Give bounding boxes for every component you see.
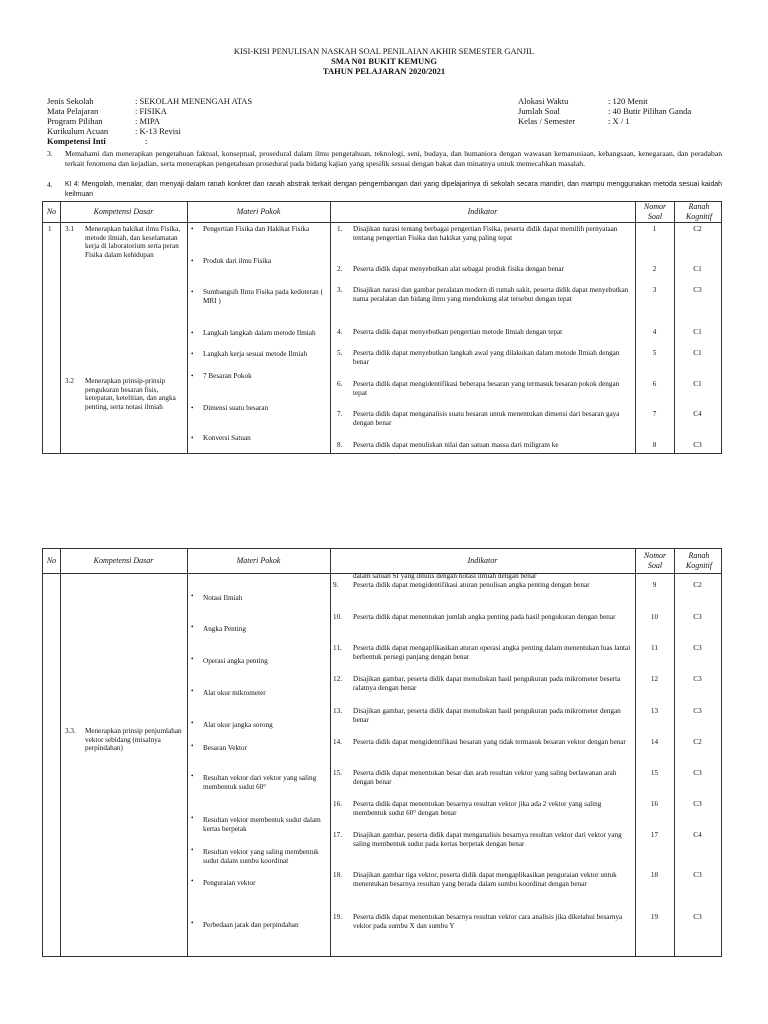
bullet-icon: • <box>191 257 194 265</box>
indicator-text: Peserta didik dapat menentukan besarnya resultan vektor jika ada 2 vektor yang saling membentuk sudut 60° dengan benar <box>353 800 602 817</box>
indicator-text: Peserta didik dapat menentukan besarnya resultan vektor cara analisis jika diketahui besarnya vektor pada sumbu X dan sumbu Y <box>353 913 623 930</box>
indicator-text: Disajikan narasi tentang berbagai pengertian Fisika, peserta didik dapat memilih pernyataan tentang pengertian Fisika dan hakikat yang paling tepat <box>353 225 618 242</box>
th-no: No <box>46 207 57 216</box>
materi-item: 7 Besaran Pokok <box>203 372 252 380</box>
th-nomor-soal: Nomor Soal <box>643 202 667 221</box>
indicator-text: Peserta didik dapat menyebutkan langkah awal yang dilakukan dalam metode Ilmiah dengan benar <box>353 349 620 366</box>
materi-item: Produk dari ilmu Fisika <box>203 257 272 265</box>
question-number: 13 <box>650 707 659 715</box>
cognitive-level: C4 <box>693 831 702 839</box>
indicator-number: 7. <box>337 410 343 418</box>
row-number: 1 <box>48 225 52 233</box>
question-number: 6 <box>652 380 657 388</box>
question-number: 5 <box>652 349 657 357</box>
document-title: KISI-KISI PENULISAN NASKAH SOAL PENILAIAN AKHIR SEMESTER GANJIL <box>233 46 535 56</box>
indicator-text: Peserta didik dapat mengidentifikasi beberapa besaran yang termasuk besaran pokok dengan tepat <box>353 380 620 397</box>
bullet-icon: • <box>191 877 194 885</box>
cognitive-level: C3 <box>693 707 702 715</box>
indicator-number: 15. <box>333 769 342 777</box>
kd-text: Menerapkan prinsip penjumlahan vektor sebidang (misalnya perpindahan) <box>85 727 182 753</box>
indicator-number: 10. <box>333 613 342 621</box>
indicator-number: 14. <box>333 738 342 746</box>
bullet-icon: • <box>191 288 194 296</box>
cognitive-level: C3 <box>693 441 702 449</box>
th-ranah: Ranah Kognitif <box>685 551 713 570</box>
bullet-icon: • <box>191 434 194 442</box>
meta-label-class: Kelas / Semester <box>518 116 576 126</box>
indicator-number: 8. <box>337 441 343 449</box>
bullet-icon: • <box>191 404 194 412</box>
indicator-text: Peserta didik dapat menyebutkan pengertian metode Ilmiah dengan tepat <box>353 328 563 336</box>
meta-label-core-competence: Kompetensi Inti <box>47 136 106 146</box>
indicator-text: Disajikan narasi dan gambar peralatan modern di rumah sakit, peserta didik dapat menyebutkan nama peralatan dan bidang ilmu yang mendukung alat tersebut dengan tepat <box>353 286 629 303</box>
cognitive-level: C1 <box>693 265 702 273</box>
meta-left-block <box>47 96 253 146</box>
cognitive-level: C1 <box>693 328 702 336</box>
grid-table-1 <box>42 201 722 454</box>
ki-3-text: Memahami dan menerapkan pengetahuan faktual, konseptual, prosedural dalam ilmu pengetahuan, teknologi, seni, budaya, dan humaniora dengan wawasan kemanusiaan, kebangsaan, kenegaraan, dan peradaban terkait fenomena dan kejadian, serta menerapkan pengetahuan prosedural pada bidang kajian yang spesifik sesuai dengan bakat dan minatnya untuk memecahkan masalah. <box>65 149 722 168</box>
bullet-icon: • <box>191 655 194 663</box>
materi-item: Sumbangsih Ilmu Fisika pada kedoteran ( MRI ) <box>203 288 323 305</box>
ki-4-text: KI 4: Mengolah, menalar, dan menyaji dalam ranah konkret dan ranah abstrak terkait dengan pengembangan dari yang dipelajarinya di sekolah secara mandiri, dan mampu menggunakan metoda sesuai kaidah keilmuan <box>65 181 722 198</box>
th-indikator: Indikator <box>467 556 498 565</box>
th-no: No <box>46 556 57 565</box>
kd-text: Menerapkan prinsip-prinsip pengukuran besaran fisis, ketepatan, ketelitian, dan angka penting, serta notasi ilmiah <box>85 377 176 411</box>
question-number: 11 <box>651 644 658 652</box>
kd-number: 3.2 <box>65 377 74 385</box>
indicator-number: 3. <box>337 286 343 294</box>
meta-right-block <box>518 96 692 126</box>
grid-table-2 <box>42 548 722 957</box>
materi-item: Dimensi suatu besaran <box>203 404 269 412</box>
materi-item: Operasi angka penting <box>203 657 268 665</box>
materi-item: Penguraian vektor <box>203 879 256 887</box>
th-ranah: Ranah Kognitif <box>685 202 713 221</box>
indicator-number: 13. <box>333 707 342 715</box>
materi-item: Alat ukur mikrometer <box>203 689 266 697</box>
school-name: SMA N01 BUKIT KEMUNG <box>331 56 437 66</box>
ki-3-number: 3. <box>47 149 53 158</box>
indicator-number: 6. <box>337 380 343 388</box>
indicator-number: 4. <box>337 328 343 336</box>
indicator-text: Peserta didik dapat mengidentifikasi aturan penulisan angka penting dengan benar <box>353 581 590 589</box>
bullet-icon: • <box>191 623 194 631</box>
materi-item: Notasi Ilmiah <box>203 594 243 602</box>
indicator-text: Peserta didik dapat menentukan jumlah angka penting pada hasil pengukuran dengan benar <box>353 613 616 621</box>
indicator-number: 17. <box>333 831 342 839</box>
cognitive-level: C3 <box>693 871 702 879</box>
cognitive-level: C2 <box>693 225 702 233</box>
materi-item: Perbedaan jarak dan perpindahan <box>203 921 299 929</box>
cognitive-level: C1 <box>693 380 702 388</box>
th-kd: Kompetensi Dasar <box>93 207 154 216</box>
ki-4-number: 4. <box>47 180 53 189</box>
cognitive-level: C3 <box>693 644 702 652</box>
indicator-number: 16. <box>333 800 342 808</box>
question-number: 9 <box>652 581 657 589</box>
question-number: 14 <box>650 738 659 746</box>
question-number: 4 <box>652 328 657 336</box>
cognitive-level: C3 <box>693 769 702 777</box>
indicator-text: Peserta didik dapat menyebutkan alat sebagai produk fisika dengan benar <box>353 265 564 273</box>
kd-number: 3.1 <box>65 225 74 233</box>
bullet-icon: • <box>191 772 194 780</box>
cognitive-level: C2 <box>693 581 702 589</box>
academic-year: TAHUN PELAJARAN 2020/2021 <box>322 66 446 76</box>
question-number: 18 <box>650 871 659 879</box>
question-number: 2 <box>652 265 657 273</box>
cognitive-level: C3 <box>693 675 702 683</box>
bullet-icon: • <box>191 814 194 822</box>
cognitive-level: C3 <box>693 613 702 621</box>
meta-label-subject: Mata Pelajaran <box>47 106 99 116</box>
bullet-icon: • <box>191 372 194 380</box>
kd-text: Menerapkan hakikat ilmu Fisika, metode ilmiah, dan keselamatan kerja di laboratorium serta peran Fisika dalam kehidupan <box>85 225 181 259</box>
question-number: 10 <box>650 613 659 621</box>
question-number: 12 <box>650 675 659 683</box>
materi-item: Resultan vektor yang saling membentuk sudut dalam sumbu koordinat <box>203 848 319 865</box>
indicator-number: 18. <box>333 871 342 879</box>
cognitive-level: C4 <box>693 410 702 418</box>
indicator-text: Peserta didik dapat mengidentifikasi besaran yang tidak termasuk besaran vektor dengan benar <box>353 738 626 746</box>
question-number: 1 <box>652 225 657 233</box>
materi-item: Konversi Satuan <box>203 434 251 442</box>
indicator-text: Peserta didik dapat menentukan besar dan arah resultan vektor yang saling berlawanan arah dengan benar <box>353 769 617 786</box>
bullet-icon: • <box>191 592 194 600</box>
bullet-icon: • <box>191 919 194 927</box>
indicator-text: Peserta didik dapat mengaplikasikan aturan operasi angka penting dalam menentukan luas lantai berbentuk persegi panjang dengan benar <box>353 644 631 661</box>
materi-item: Langkah langkah dalam metode Ilmiah <box>203 329 316 337</box>
bullet-icon: • <box>191 687 194 695</box>
indicator-number: 12. <box>333 675 342 683</box>
meta-value-question-count: : 40 Butir Pilihan Ganda <box>608 106 692 116</box>
materi-item: Langkah kerja sesuai metode Ilmiah <box>203 350 308 358</box>
th-materi: Materi Pokok <box>236 207 281 216</box>
meta-value-program: : MIPA <box>135 116 160 126</box>
meta-value-core-competence: : <box>145 136 148 146</box>
meta-value-school-type: : SEKOLAH MENENGAH ATAS <box>135 96 253 106</box>
cognitive-level: C3 <box>693 286 702 294</box>
th-kd: Kompetensi Dasar <box>93 556 154 565</box>
bullet-icon: • <box>191 846 194 854</box>
materi-item: Pengertian Fisika dan Hakikat Fisika <box>203 225 310 233</box>
question-number: 8 <box>652 441 657 449</box>
materi-item: Besaran Vektor <box>203 744 247 752</box>
th-indikator: Indikator <box>467 207 498 216</box>
meta-value-subject: : FISIKA <box>135 106 167 116</box>
meta-label-question-count: Jumlah Soal <box>518 106 560 116</box>
materi-item: Alat ukur jangka sorong <box>203 721 273 729</box>
question-number: 16 <box>650 800 659 808</box>
question-number: 19 <box>650 913 659 921</box>
meta-label-program: Program Pilihan <box>47 116 103 126</box>
indicator-text: Disajikan gambar, peserta didik dapat menuliskan hasil pengukuran pada mikrometer beserta ralatnya dengan benar <box>353 675 621 692</box>
meta-label-time: Alokasi Waktu <box>518 96 569 106</box>
bullet-icon: • <box>191 350 194 358</box>
indicator-text: Peserta didik dapat menganalisis suatu besaran untuk menentukan dimensi dari besaran gaya dengan benar <box>353 410 620 427</box>
meta-value-class: : X / 1 <box>608 116 630 126</box>
indicator-text: Disajikan gambar, peserta didik dapat menuliskan hasil pengukuran pada mikrometer dengan benar <box>353 707 621 724</box>
cognitive-level: C2 <box>693 738 702 746</box>
indicator-number: 5. <box>337 349 343 357</box>
indicator-continuation: dalam satuan SI yang ditulis dengan notasi ilmiah dengan benar <box>353 572 537 580</box>
materi-item: Angka Penting <box>203 625 246 633</box>
meta-label-curriculum: Kurikulum Acuan <box>47 126 109 136</box>
question-number: 7 <box>652 410 657 418</box>
bullet-icon: • <box>191 742 194 750</box>
indicator-number: 19. <box>333 913 342 921</box>
meta-value-time: : 120 Menit <box>608 96 648 106</box>
question-number: 17 <box>650 831 659 839</box>
indicator-number: 11. <box>333 644 342 652</box>
bullet-icon: • <box>191 329 194 337</box>
indicator-number: 1. <box>337 225 343 233</box>
bullet-icon: • <box>191 225 194 233</box>
materi-item: Resultan vektor membentuk sudut dalam kertas berpetak <box>203 816 321 833</box>
cognitive-level: C1 <box>693 349 702 357</box>
cognitive-level: C3 <box>693 913 702 921</box>
cognitive-level: C3 <box>693 800 702 808</box>
question-number: 15 <box>650 769 659 777</box>
indicator-number: 9. <box>333 581 339 589</box>
meta-label-school-type: Jenis Sekolah <box>47 96 94 106</box>
indicator-text: Disajikan gambar tiga vektor, peserta didik dapat mengaplikasikan penguraian vektor untuk menentukan besarnya resultan yang berada dalam sumbu koordinat dengan benar <box>353 871 617 888</box>
meta-value-curriculum: : K-13 Revisi <box>135 126 181 136</box>
indicator-text: Disajikan gambar, peserta didik dapat menganalisis besarnya resultan vektor dari vektor yang saling membentuk sudut pada kertas berpetak dengan benar <box>353 831 622 848</box>
materi-item: Resultan vektor dari vektor yang saling membentuk sudut 60° <box>203 774 317 791</box>
th-nomor-soal: Nomor Soal <box>643 551 667 570</box>
question-number: 3 <box>652 286 657 294</box>
indicator-text: Peserta didik dapat menuliskan nilai dan satuan massa dari miligram ke <box>353 441 559 449</box>
indicator-number: 2. <box>337 265 343 273</box>
th-materi: Materi Pokok <box>236 556 281 565</box>
kd-number: 3.3. <box>65 727 76 735</box>
bullet-icon: • <box>191 719 194 727</box>
